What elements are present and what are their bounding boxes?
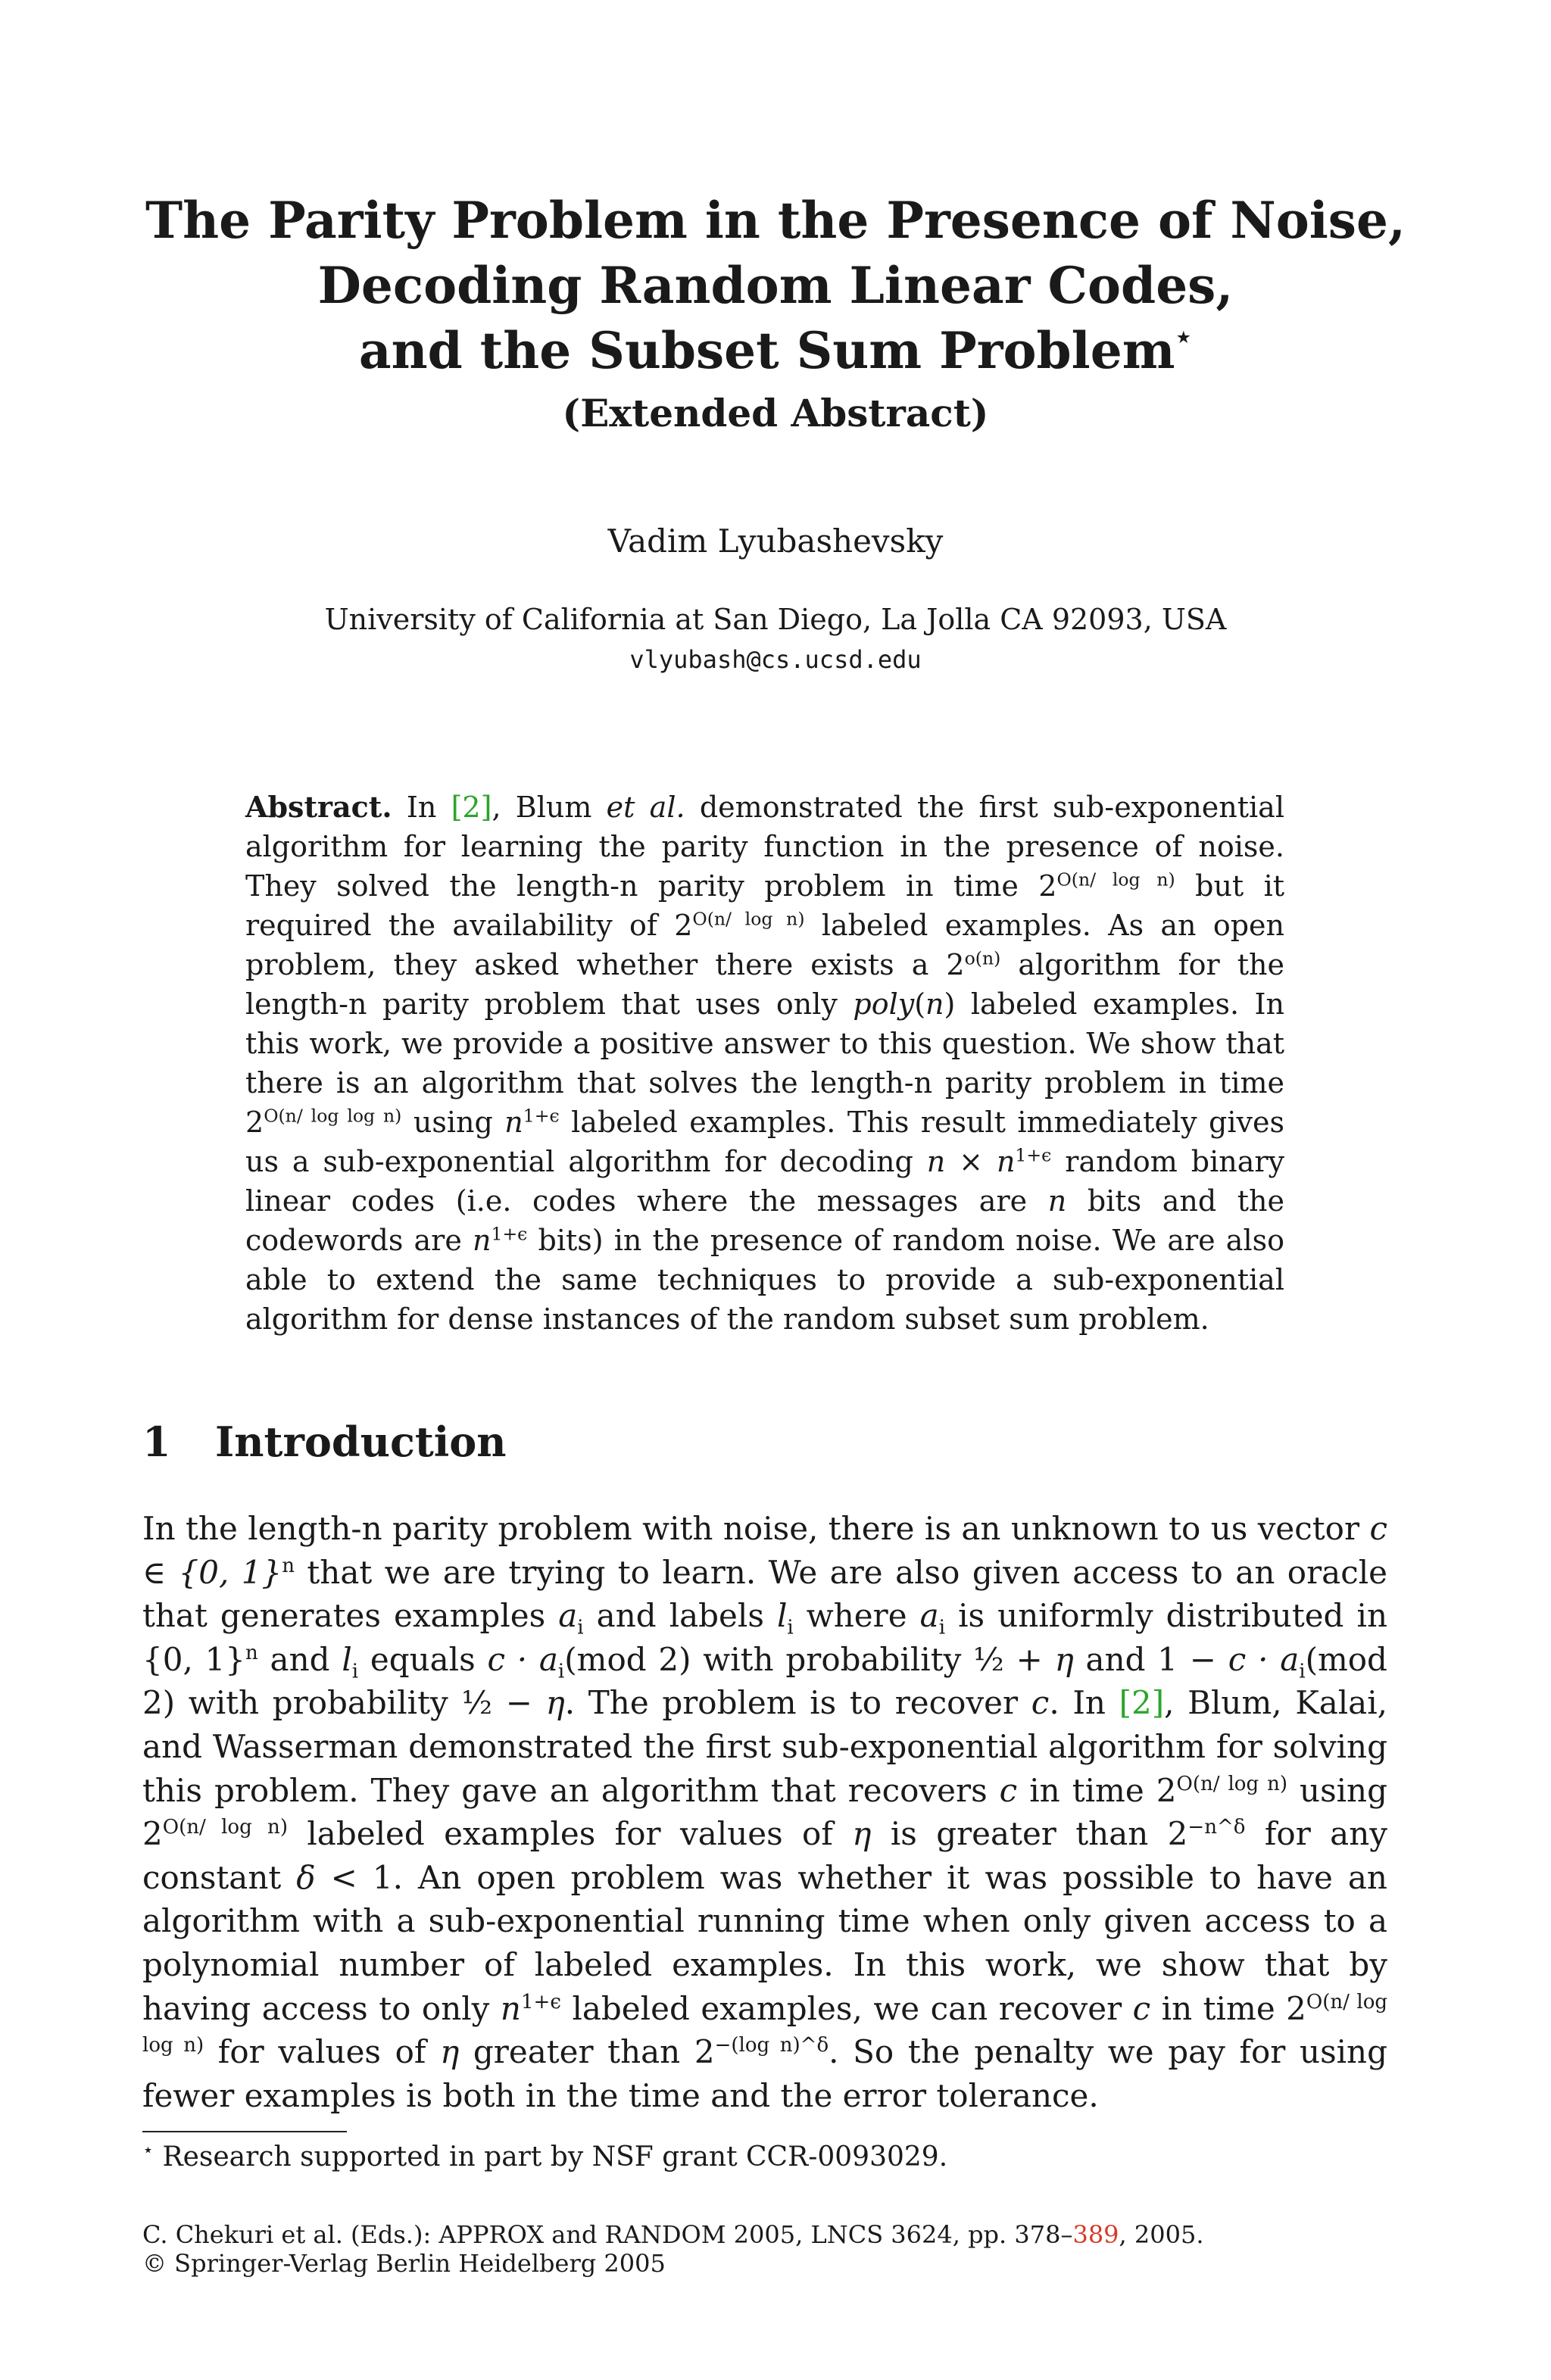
citation-link[interactable]: [2] xyxy=(1119,1684,1165,1722)
abstract-text: algorithm for the length-n parity problem that uses only xyxy=(245,948,1284,1021)
math-exponent: 1+ϵ xyxy=(520,1990,561,2013)
body-text: is greater than 2 xyxy=(871,1815,1188,1853)
math-exponent: O(n/ log n) xyxy=(692,908,805,930)
math-exponent: n xyxy=(245,1641,258,1664)
math-symbol: δ xyxy=(296,1858,316,1896)
footnote-text: Research supported in part by NSF grant CCR-0093029. xyxy=(154,2141,948,2173)
abstract-text: ) labeled examples. In this work, we provide a positive answer to this question. We show that there is an algorithm that solves the length-n parity problem in time 2 xyxy=(245,987,1284,1139)
body-text: in time 2 xyxy=(1150,1989,1306,2027)
section-heading xyxy=(142,1418,507,1466)
body-text: In the length-n parity problem with noise, there is an unknown to us vector xyxy=(142,1510,1370,1547)
abstract-text: bits and the codewords are xyxy=(245,1184,1284,1257)
math-subscript: i xyxy=(577,1616,584,1639)
math-symbol: η xyxy=(545,1684,565,1722)
author-affiliation: University of California at San Diego, La Jolla CA 92093, USA xyxy=(324,603,1227,636)
abstract-text: but it required the availability of 2 xyxy=(245,869,1284,942)
math-exponent: 1+ϵ xyxy=(523,1105,560,1127)
body-text: (mod 2) with probability ½ − xyxy=(142,1640,1387,1722)
citation-link[interactable]: [2] xyxy=(451,791,492,824)
body-text: and 1 − xyxy=(1073,1640,1228,1678)
publication-text: , 2005. xyxy=(1119,2220,1204,2249)
math-symbol: c · a xyxy=(1228,1640,1300,1678)
abstract-text: , Blum xyxy=(492,791,607,824)
math-symbol: n xyxy=(500,1989,521,2027)
math-exponent: −n^δ xyxy=(1187,1816,1246,1839)
math-exponent: O(n/ log log n) xyxy=(264,1105,402,1127)
math-symbol: a xyxy=(558,1597,578,1635)
body-text: that we are trying to learn. We are also given access to an oracle that generates examples xyxy=(142,1553,1388,1635)
abstract-text: et al. xyxy=(606,791,685,824)
body-text: and labels xyxy=(583,1597,777,1635)
math-symbol: c xyxy=(999,1771,1018,1809)
body-text: (mod 2) with probability ½ + xyxy=(564,1640,1055,1678)
math-subscript: i xyxy=(938,1616,946,1639)
body-text: is uniformly distributed in {0, 1} xyxy=(142,1597,1387,1678)
abstract xyxy=(245,788,1284,1339)
body-text: . The problem is to recover xyxy=(564,1684,1031,1722)
math-symbol: c · a xyxy=(487,1640,558,1678)
title-line-3-text: and the Subset Sum Problem xyxy=(358,321,1175,380)
math-symbol: η xyxy=(440,2033,460,2071)
publication-line xyxy=(142,2220,1203,2249)
math-symbol: c xyxy=(1132,1989,1151,2027)
math-symbol: n xyxy=(1047,1184,1067,1218)
abstract-label: Abstract. xyxy=(245,790,392,824)
body-text: greater than 2 xyxy=(459,2033,715,2071)
abstract-text: labeled examples. As an open problem, they asked whether there exists a 2 xyxy=(245,909,1284,981)
author-name: Vadim Lyubashevsky xyxy=(607,522,944,560)
abstract-text: demonstrated the first sub-exponential algorithm for learning the parity function in the presence of noise. They solved the length-n parity problem in time 2 xyxy=(245,791,1284,903)
title-line-1: The Parity Problem in the Presence of Noise, xyxy=(145,191,1406,250)
math-symbol: η xyxy=(852,1815,872,1853)
math-symbol: η xyxy=(1054,1640,1074,1678)
section-number: 1 xyxy=(142,1418,171,1466)
body-text: < 1. An open problem was whether it was possible to have an algorithm with a sub-exponential running time when only given access to a polynomial number of labeled examples. In this work, we show that by having access to only xyxy=(142,1858,1387,2027)
footnote-mark: ⋆ xyxy=(142,2139,154,2160)
math-symbol: c ∈ {0, 1} xyxy=(142,1510,1387,1591)
author-email[interactable]: vlyubash@cs.ucsd.edu xyxy=(629,645,922,674)
body-text: . So the penalty we pay for using fewer examples is both in the time and the error tolerance. xyxy=(142,2033,1387,2114)
math-symbol: l xyxy=(342,1640,352,1678)
abstract-text: using xyxy=(401,1106,505,1139)
math-subscript: i xyxy=(351,1660,359,1683)
publication-info xyxy=(142,2220,1203,2278)
abstract-text: labeled examples. This result immediately gives us a sub-exponential algorithm for decoding xyxy=(245,1106,1284,1178)
math-symbol: l xyxy=(776,1597,788,1635)
paper-subtitle: (Extended Abstract) xyxy=(562,391,989,435)
math-exponent: 1+ϵ xyxy=(1015,1144,1052,1166)
footnote xyxy=(142,2141,947,2173)
copyright-line: © Springer-Verlag Berlin Heidelberg 2005 xyxy=(142,2249,666,2278)
body-text: where xyxy=(793,1597,920,1635)
math-symbol: n xyxy=(472,1224,492,1257)
math-exponent: O(n/ log n) xyxy=(1056,869,1175,891)
section-title: Introduction xyxy=(215,1418,507,1466)
math-symbol: a xyxy=(919,1597,939,1635)
body-text: using 2 xyxy=(142,1771,1387,1853)
page-end-link[interactable]: 389 xyxy=(1072,2220,1119,2249)
body-text: in time 2 xyxy=(1017,1771,1177,1809)
math-exponent: 1+ϵ xyxy=(491,1223,528,1245)
footnote-divider xyxy=(142,2131,347,2132)
title-line-2: Decoding Random Linear Codes, xyxy=(317,256,1234,315)
math-symbol: n xyxy=(925,987,944,1021)
math-exponent: O(n/ log log n) xyxy=(142,1990,1388,2057)
abstract-text: bits) in the presence of random noise. We are also able to extend the same techniques to provide a sub-exponential algorithm for dense instances of the random subset sum problem. xyxy=(245,1224,1284,1336)
body-text: labeled examples for values of xyxy=(287,1815,853,1853)
body-text: labeled examples, we can recover xyxy=(560,1989,1133,2027)
body-text: , Blum, Kalai, and Wasserman demonstrated the first sub-exponential algorithm for solving this problem. They gave an algorithm that recovers xyxy=(142,1684,1387,1809)
math-symbol: c xyxy=(1031,1684,1050,1722)
math-exponent: O(n/ log n) xyxy=(1176,1772,1287,1795)
body-text: . In xyxy=(1049,1684,1119,1722)
introduction-paragraph xyxy=(142,1507,1387,2117)
math-symbol: poly xyxy=(853,987,915,1021)
body-text: for values of xyxy=(204,2033,441,2071)
math-subscript: i xyxy=(557,1660,565,1683)
title-line-3 xyxy=(0,318,1551,383)
title-footnote-star[interactable]: ⋆ xyxy=(1175,321,1193,353)
math-subscript: i xyxy=(787,1616,794,1639)
math-exponent: n xyxy=(282,1554,295,1577)
paper-title xyxy=(0,188,1551,383)
body-text: for any constant xyxy=(142,1815,1387,1896)
math-subscript: i xyxy=(1299,1660,1306,1683)
abstract-text: random binary linear codes (i.e. codes where the messages are xyxy=(245,1145,1284,1218)
math-exponent: −(log n)^δ xyxy=(714,2034,829,2057)
math-exponent: o(n) xyxy=(964,947,1001,969)
publication-text: C. Chekuri et al. (Eds.): APPROX and RANDOM 2005, LNCS 3624, pp. 378– xyxy=(142,2220,1073,2249)
math-symbol: n × n xyxy=(926,1145,1016,1178)
body-text: and xyxy=(257,1640,342,1678)
math-symbol: n xyxy=(504,1106,523,1139)
math-exponent: O(n/ log n) xyxy=(162,1816,288,1839)
abstract-text: ( xyxy=(914,987,926,1021)
abstract-text: In xyxy=(406,791,451,824)
body-text: equals xyxy=(358,1640,488,1678)
